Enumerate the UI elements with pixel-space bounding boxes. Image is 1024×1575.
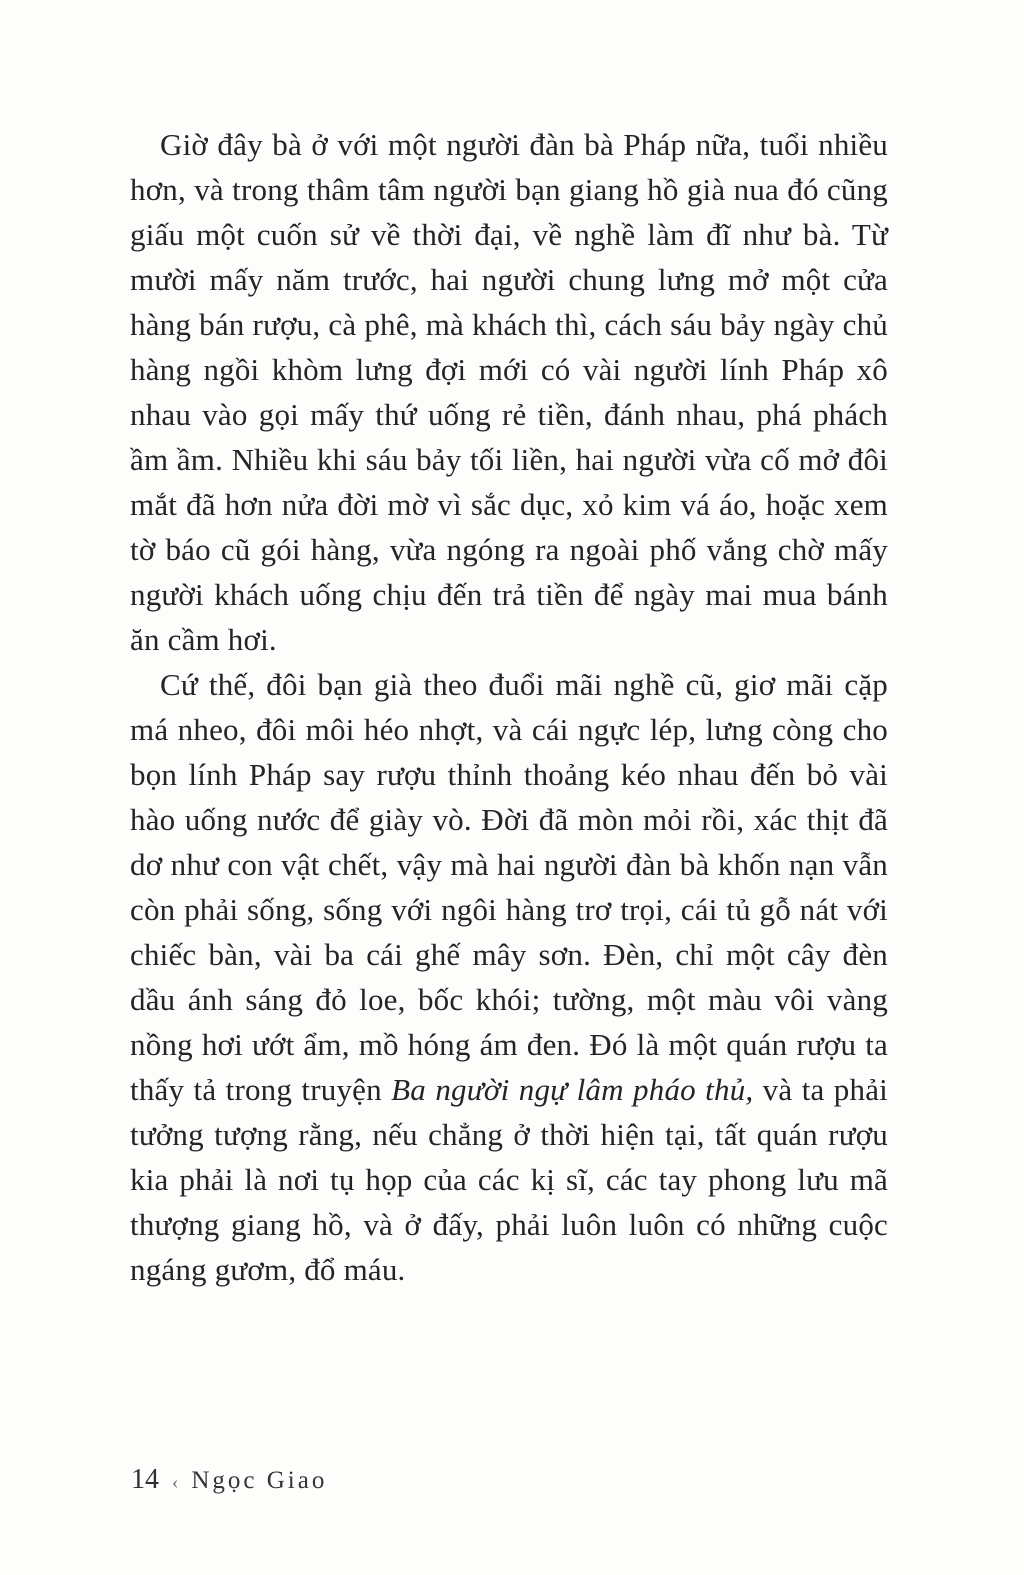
paragraph-1 bbox=[130, 122, 888, 662]
body-text bbox=[130, 122, 888, 1292]
page-footer bbox=[131, 1464, 327, 1496]
paragraph-2 bbox=[130, 662, 888, 1292]
book-title-italic: Ba người ngự lâm pháo thủ, bbox=[391, 1072, 754, 1107]
paragraph-1-text: Giờ đây bà ở với một người đàn bà Pháp nữa, tuổi nhiều hơn, và trong thâm tâm người bạn giang hồ già nua đó cũng giấu một cuốn sử về thời đại, về nghề làm đĩ như bà. Từ mười mấy năm trước, hai người chung lưng mở một cửa hàng bán rượu, cà phê, mà khách thì, cách sáu bảy ngày chủ hàng ngồi khòm lưng đợi mới có vài người lính Pháp xô nhau vào gọi mấy thứ uống rẻ tiền, đánh nhau, phá phách ầm ầm. Nhiều khi sáu bảy tối liền, hai người vừa cố mở đôi mắt đã hơn nửa đời mờ vì sắc dục, xỏ kim vá áo, hoặc xem tờ báo cũ gói hàng, vừa ngóng ra ngoài phố vắng chờ mấy người khách uống chịu đến trả tiền để ngày mai mua bánh ăn cầm hơi. bbox=[130, 127, 888, 657]
paragraph-2-text-before-title: Cứ thế, đôi bạn già theo đuổi mãi nghề cũ, giơ mãi cặp má nheo, đôi môi héo nhợt, và cái ngực lép, lưng còng cho bọn lính Pháp say rượu thỉnh thoảng kéo nhau đến bỏ vài hào uống nước để giày vò. Đời đã mòn mỏi rồi, xác thịt đã dơ như con vật chết, vậy mà hai người đàn bà khốn nạn vẫn còn phải sống, sống với ngôi hàng trơ trọi, cái tủ gỗ nát với chiếc bàn, vài ba cái ghế mây sơn. Đèn, chỉ một cây đèn dầu ánh sáng đỏ loe, bốc khói; tường, một màu vôi vàng nồng hơi ướt ẩm, mồ hóng ám đen. Đó là một quán rượu ta thấy tả trong truyện bbox=[130, 667, 888, 1107]
author-name: Ngọc Giao bbox=[191, 1467, 328, 1494]
paragraph-2-text-after-title: và ta phải tưởng tượng rằng, nếu chẳng ở thời hiện tại, tất quán rượu kia phải là nơi tụ họp của các kị sĩ, các tay phong lưu mã thượng giang hồ, và ở đấy, phải luôn luôn có những cuộc ngáng gươm, đổ máu. bbox=[130, 1072, 888, 1287]
page-number: 14 bbox=[131, 1464, 159, 1495]
footer-separator-icon: ‹ bbox=[172, 1472, 179, 1493]
